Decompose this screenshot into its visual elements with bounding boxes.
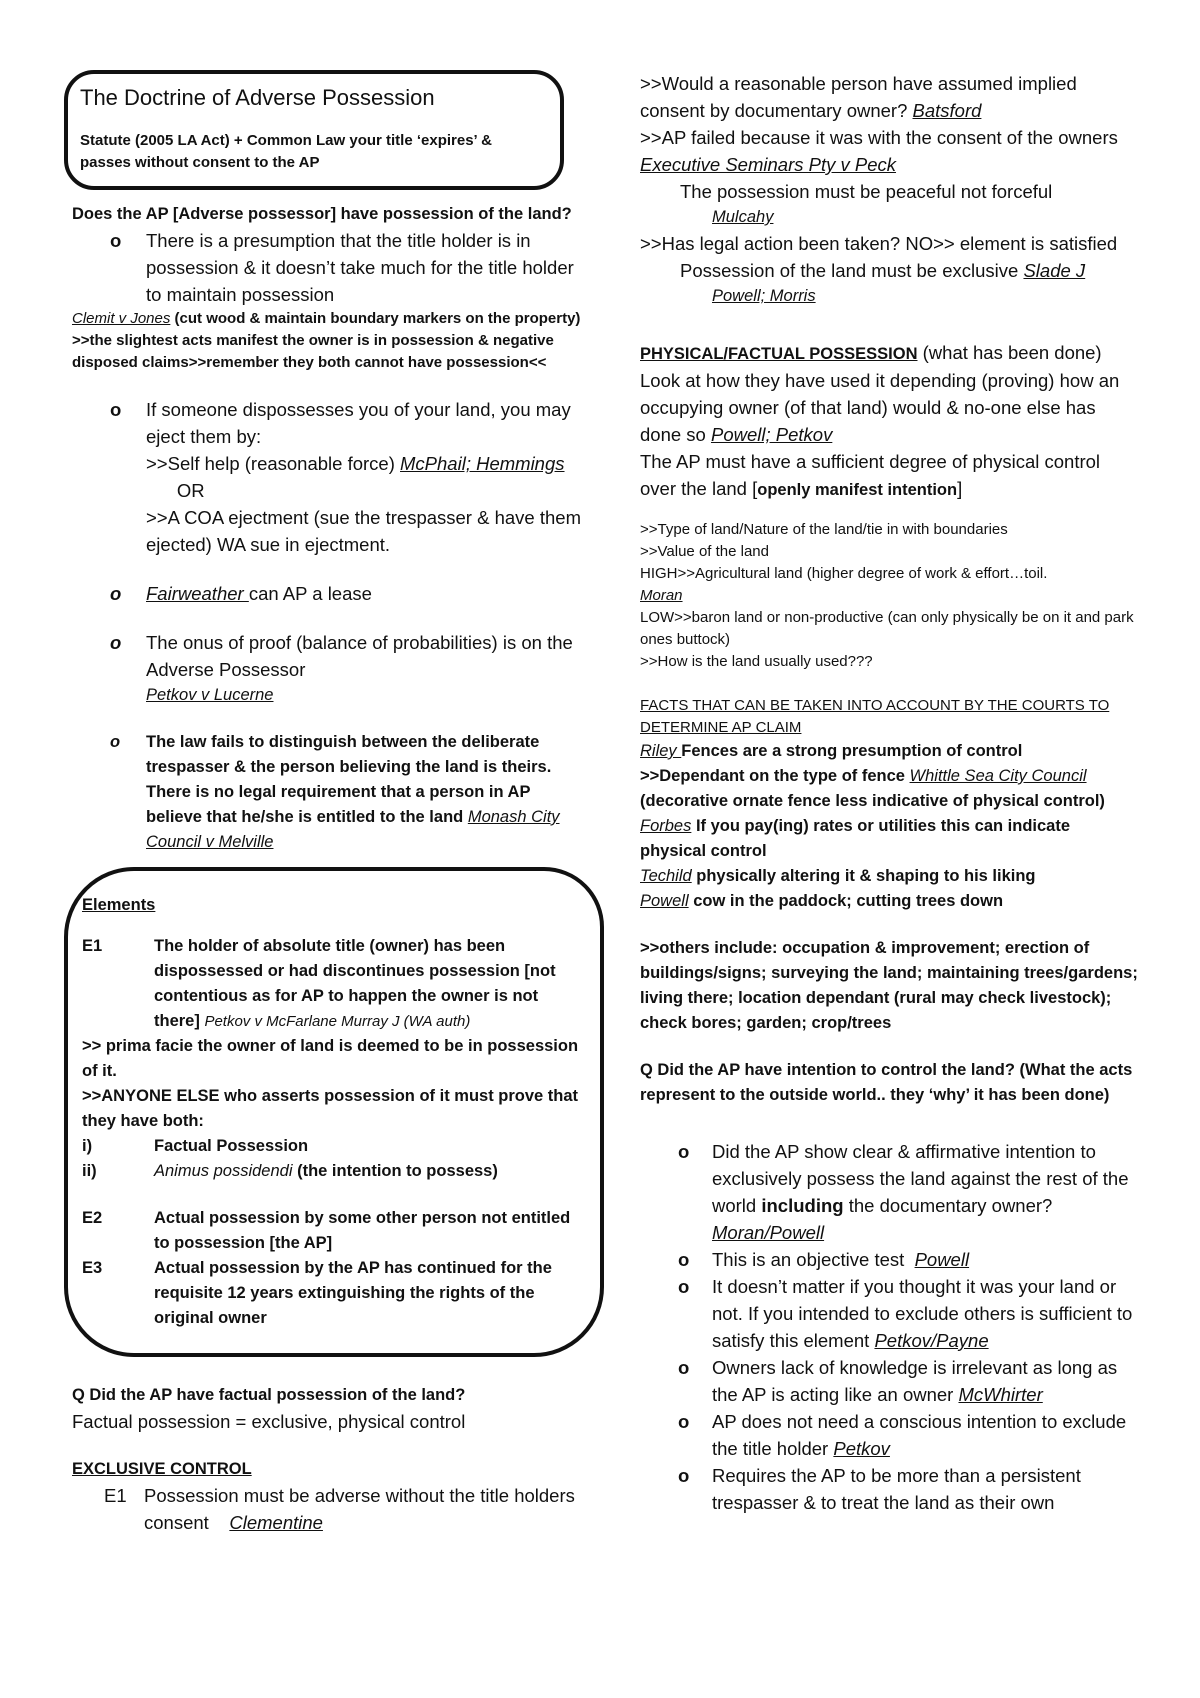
animus-text: Animus possidendi <box>154 1162 293 1180</box>
exclusive-e1 <box>72 1482 582 1536</box>
bullet-text: Owners lack of knowledge is irrelevant as long as the AP is acting like an owner <box>712 1357 1118 1405</box>
bullet-marker: o <box>678 1141 690 1162</box>
techild-line <box>640 864 1140 889</box>
case-name: Fairweather <box>146 583 249 604</box>
bullet-marker: o <box>110 230 122 251</box>
case-name: Petkov v Lucerne <box>146 686 274 704</box>
bullet-trespasser <box>640 1462 1140 1516</box>
element-e1 <box>82 934 582 1034</box>
elements-box <box>64 867 604 1357</box>
consent-text: >>Would a reasonable person have assumed implied consent by documentary owner? <box>640 73 1077 121</box>
bullet-text: This is an objective test <box>712 1249 915 1270</box>
powell-text: cow in the paddock; cutting trees down <box>688 892 1004 910</box>
including-text: including <box>761 1195 844 1216</box>
case-name: Monash City Council v Melville <box>146 808 560 851</box>
forbes-text: If you pay(ing) rates or utilities this can indicate physical control <box>640 817 1071 860</box>
bullet-onus <box>72 629 582 708</box>
bullet-text: can AP a lease <box>248 583 372 604</box>
physical-paragraph <box>640 339 1140 448</box>
case-name: Moran <box>640 587 683 604</box>
exclusive-heading: EXCLUSIVE CONTROL <box>72 1460 252 1478</box>
exclusive-text <box>640 257 1140 284</box>
facts-heading: FACTS THAT CAN BE TAKEN INTO ACCOUNT BY THE COURTS TO DETERMINE AP CLAIM <box>640 697 1110 736</box>
element-e2 <box>82 1206 582 1256</box>
coa-line: >>A COA ejectment (sue the trespasser & have them ejected) WA sue in ejectment. <box>146 507 581 555</box>
case-name: Clementine <box>229 1512 323 1533</box>
bullet-presumption <box>72 227 582 308</box>
physical-text: (what has been done) Look at how they have used it depending (proving) how an occupying owner (of that land) would & no-one else has done so <box>640 342 1120 445</box>
case-name: Moran/Powell <box>712 1222 825 1243</box>
failed-text: >>AP failed because it was with the consent of the owners <box>640 127 1118 148</box>
left-column <box>72 70 582 1536</box>
case-name: Slade J <box>1023 260 1086 281</box>
bullet-marker: o <box>678 1411 690 1432</box>
case-name: Powell; Petkov <box>710 424 833 445</box>
physical-heading: PHYSICAL/FACTUAL POSSESSION <box>640 345 918 363</box>
case-name: Batsford <box>912 100 982 121</box>
type-line: >>Type of land/Nature of the land/tie in with boundaries <box>640 521 1008 538</box>
title-box <box>64 70 564 190</box>
others-include: >>others include: occupation & improvement; erection of buildings/signs; surveying the land; maintaining trees/gardens; living there; location dependant (rural may check livestock); check bores; garden; crop/trees <box>640 939 1138 1032</box>
dependant-line <box>640 764 1140 789</box>
case-name: Forbes <box>640 817 692 835</box>
prima-facie-text: >> prima facie the owner of land is deemed to be in possession of it. <box>82 1037 579 1080</box>
element-i <box>82 1134 582 1159</box>
statute-text: Statute (2005 LA Act) + Common Law your title ‘expires’ & passes without consent to the AP <box>80 132 492 171</box>
physical-control-text: The AP must have a sufficient degree of physical control over the land [ <box>640 451 1101 499</box>
peaceful-text: The possession must be peaceful not forceful <box>680 181 1053 202</box>
case-name: Mulcahy <box>712 208 774 226</box>
element-label: ii) <box>82 1162 97 1180</box>
bullet-conscious <box>640 1408 1140 1462</box>
case-name: Powell <box>640 892 689 910</box>
how-line: >>How is the land usually used??? <box>640 653 873 670</box>
legal-action-text: >>Has legal action been taken? NO>> element is satisfied <box>640 233 1118 254</box>
decorative-line: (decorative ornate fence less indicative of physical control) <box>640 792 1105 810</box>
element-label: E3 <box>82 1259 103 1277</box>
bullet-marker: o <box>678 1357 690 1378</box>
element-label: i) <box>82 1137 93 1155</box>
dependant-text: >>Dependant on the type of fence <box>640 767 910 785</box>
bullet-affirmative <box>640 1138 1140 1246</box>
element-text: The holder of absolute title (owner) has been dispossessed or had discontinues possession [not contentious as for AP to happen the owner is not there] <box>154 937 556 1030</box>
bullet-text: There is a presumption that the title holder is in possession & it doesn’t take much for the title holder to maintain possession <box>146 230 574 305</box>
element-label: E1 <box>104 1485 127 1506</box>
element-text: Possession must be adverse without the title holders consent <box>144 1485 581 1533</box>
bullet-text-2: the documentary owner? <box>843 1195 1053 1216</box>
bullet-marker: o <box>110 583 122 604</box>
bullet-text: Requires the AP to be more than a persistent trespasser & to treat the land as their own <box>712 1465 1081 1513</box>
bullet-thought <box>640 1273 1140 1354</box>
physical-control-paragraph <box>640 448 1140 503</box>
bullet-text: It doesn’t matter if you thought it was your land or not. If you intended to exclude others is sufficient to satisfy this element <box>712 1276 1133 1351</box>
bullet-marker: o <box>110 399 122 420</box>
techild-text: physically altering it & shaping to his liking <box>691 867 1036 885</box>
element-e3 <box>82 1256 582 1331</box>
page-title: The Doctrine of Adverse Possession <box>80 85 435 110</box>
intention-question: Q Did the AP have intention to control the land? (What the acts represent to the outside world.. they ‘why’ it has been done) <box>640 1061 1133 1104</box>
bullet-marker: o <box>678 1276 690 1297</box>
case-name: Petkov v McFarlane Murray J (WA auth) <box>204 1013 471 1030</box>
case-name: Executive Seminars Pty v Peck <box>640 154 897 175</box>
case-name: Powell; Morris <box>712 287 816 305</box>
elements-title: Elements <box>82 896 156 914</box>
or-text: OR <box>146 480 205 501</box>
clemit-paragraph <box>72 308 582 374</box>
riley-text: Fences are a strong presumption of control <box>681 742 1023 760</box>
self-help-line <box>146 450 582 504</box>
bullet-fairweather <box>72 580 582 607</box>
bullet-eject <box>72 396 582 558</box>
manifest-intention: openly manifest intention <box>757 481 958 499</box>
element-label: E1 <box>82 937 103 955</box>
element-text: Actual possession by some other person not entitled to possession [the AP] <box>154 1209 571 1252</box>
element-text: (the intention to possess) <box>292 1162 498 1180</box>
case-name: Powell <box>914 1249 970 1270</box>
element-label: E2 <box>82 1209 103 1227</box>
bullet-objective <box>640 1246 1140 1273</box>
consent-question <box>640 70 1140 124</box>
bullet-text: The law fails to distinguish between the deliberate trespasser & the person believing the land is theirs. There is no legal requirement that a person in AP believe that he/she is entitled to the land <box>146 733 552 826</box>
self-help-text: >>Self help (reasonable force) <box>146 453 401 474</box>
case-name: McPhail; Hemmings <box>400 453 565 474</box>
bullet-knowledge <box>640 1354 1140 1408</box>
low-line: LOW>>baron land or non-productive (can only physically be on it and park ones buttock) <box>640 609 1134 648</box>
high-line: HIGH>>Agricultural land (higher degree of work & effort…toil. <box>640 565 1048 582</box>
bullet-marker: o <box>110 733 121 751</box>
case-name: McWhirter <box>958 1384 1043 1405</box>
bullet-marker: o <box>678 1465 690 1486</box>
riley-line <box>640 739 1140 764</box>
bullet-marker: o <box>678 1249 690 1270</box>
factual-definition: Factual possession = exclusive, physical control <box>72 1411 466 1432</box>
anyone-else-text: >>ANYONE ELSE who asserts possession of it must prove that they have both: <box>82 1087 579 1130</box>
case-name: Riley <box>640 742 682 760</box>
exclusive-sentence: Possession of the land must be exclusive <box>680 260 1024 281</box>
consent-failed <box>640 124 1140 178</box>
bullet-text: The onus of proof (balance of probabilities) is on the Adverse Possessor <box>146 632 573 680</box>
forbes-line <box>640 814 1140 864</box>
value-line: >>Value of the land <box>640 543 769 560</box>
bullet-text: Did the AP show clear & affirmative intention to exclusively possess the land against the rest of the world <box>712 1141 1129 1216</box>
possession-question: Does the AP [Adverse possessor] have possession of the land? <box>72 205 572 223</box>
right-column <box>640 70 1140 1516</box>
element-text: Actual possession by the AP has continued for the requisite 12 years extinguishing the rights of the original owner <box>154 1259 552 1327</box>
case-name: Petkov/Payne <box>874 1330 989 1351</box>
factual-question: Q Did the AP have factual possession of the land? <box>72 1386 466 1404</box>
bullet-text: AP does not need a conscious intention to exclude the title holder <box>712 1411 1127 1459</box>
element-text: Factual Possession <box>154 1137 309 1155</box>
eject-intro: If someone dispossesses you of your land, you may eject them by: <box>146 399 571 447</box>
case-name: Whittle Sea City Council <box>909 767 1087 785</box>
bullet-deliberate <box>72 730 582 855</box>
case-name: Techild <box>640 867 692 885</box>
element-ii <box>82 1159 582 1184</box>
powell-line <box>640 889 1140 914</box>
case-name: Petkov <box>833 1438 890 1459</box>
bracket-close: ] <box>957 478 963 499</box>
bullet-marker: o <box>110 632 122 653</box>
case-name: Clemit v Jones <box>72 310 171 327</box>
clemit-text: (cut wood & maintain boundary markers on the property) >>the slightest acts manifest the owner is in possession & negative disposed claims>>remember they both cannot have possession<< <box>72 310 581 371</box>
